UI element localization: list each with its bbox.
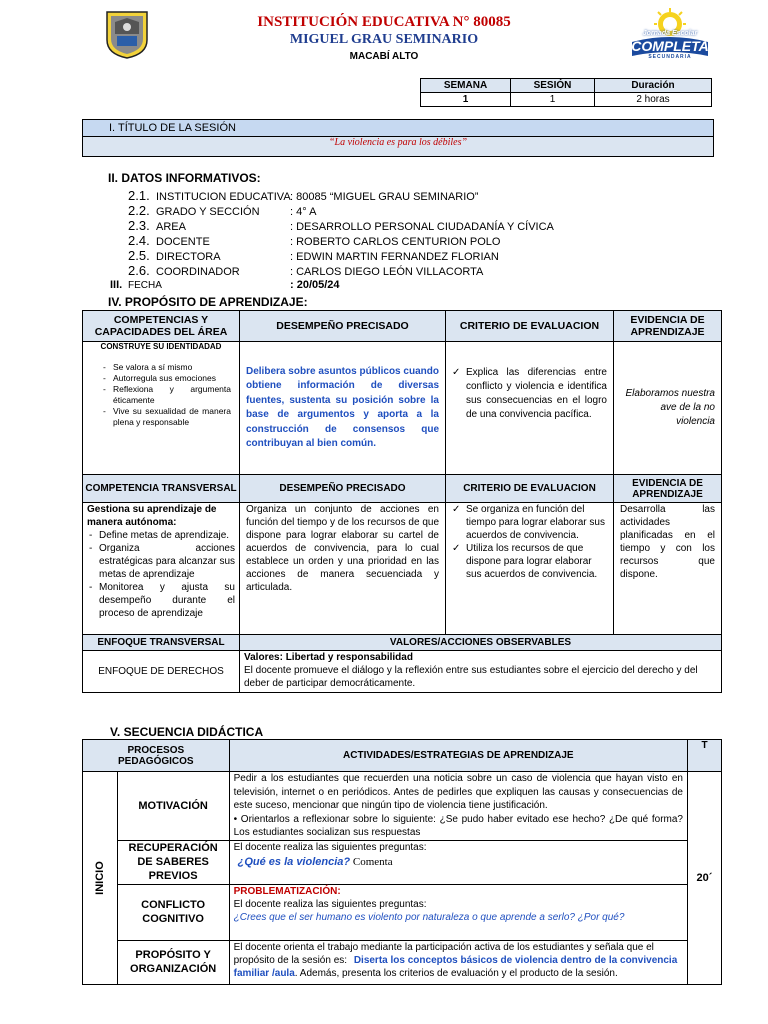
logo-jornada-text: Jornada Escolar [642,30,698,37]
recuperacion-question-line [234,855,683,870]
enfoque-name: ENFOQUE DE DERECHOS [83,651,240,693]
enfoque-cell [240,651,722,693]
logo-completa-text: COMPLETA [631,38,709,54]
motivacion-text: Pedir a los estudiantes que recuerden una noticia sobre un caso de violencia que hayan visto en televisión, internet o en periódicos. Antes de pedirles que expliquen las causas y consecuencias de este suceso, mencionar que ningún tipo de violencia tiene justificación. [233,773,683,811]
conflicto-text: El docente realiza las siguientes preguntas: [233,898,427,910]
actividad-motivacion [229,772,687,841]
value-semana: 1 [421,93,511,107]
phase-label: INICIO [93,860,106,895]
header-semana: SEMANA [421,79,511,93]
actividad-proposito [229,940,687,984]
session-title: “La violencia es para los débiles” [83,137,714,157]
conflicto-heading: PROBLEMATIZACIÓN: [233,885,341,897]
transversal-criterio-list [452,503,607,581]
proceso-conflicto: CONFLICTO COGNITIVO [117,884,229,940]
capacidades-list [87,362,235,428]
transversal-evidencia: Desarrolla las actividades planificadas en el tiempo y con los recursos que dispone. [614,503,722,635]
criterio-cell [446,342,614,475]
info-num: 2.2. [128,203,150,218]
info-num: 2.4. [128,233,150,248]
info-value: : 80085 “MIGUEL GRAU SEMINARIO” [290,191,479,203]
time-value: 20´ [688,772,722,985]
recuperacion-suffix: Comenta [350,855,393,868]
info-value: : EDWIN MARTIN FERNANDEZ FLORIAN [290,251,499,263]
capacidad-item: - Reflexiona y argumenta éticamente [101,384,231,406]
institution-line: INSTITUCIÓN EDUCATIVA N° 80085 [257,14,511,30]
transversal-criterio-item: ✓ Utiliza los recursos de que dispone para lograr elaborar sus acuerdos de convivencia. [452,542,607,581]
actividad-conflicto [229,884,687,940]
recuperacion-text: El docente realiza las siguientes preguntas: [233,841,427,853]
criterio-item: ✓ Explica las diferencias entre conflicto y violencia e identifica sus consecuencias en el logro de una convivencia pacífica. [452,366,607,422]
info-row [128,188,478,203]
fecha-num: III. [110,279,123,291]
transversal-desempeno: Organiza un conjunto de acciones en función del tiempo y de los recursos de que dispone para lograr elaborar su cartel de acuerdos de convivencia, para lo cual establece un orden y una prioridad en las acciones de manera secuenciada y articulada. [240,503,446,635]
info-row [128,263,483,278]
col-time: T [688,740,722,772]
section1-title: I. TÍTULO DE LA SESIÓN [83,120,714,137]
school-name: MIGUEL GRAU SEMINARIO [289,32,479,47]
info-row [128,218,554,233]
info-value: : CARLOS DIEGO LEÓN VILLACORTA [290,266,484,278]
motivacion-text-2: • Orientarlos a reflexionar sobre lo siguiente: ¿Se pudo haber evitado ese hecho? ¿De qué forma? Los estudiantes socializan sus respuestas [233,813,683,838]
section5-title: V. SECUENCIA DIDÁCTICA [110,725,264,739]
info-label: GRADO Y SECCIÓN [156,206,260,218]
proceso-motivacion: MOTIVACIÓN [117,772,229,841]
fecha-row [110,279,340,291]
info-num: 2.3. [128,218,150,233]
info-value: : 4° A [290,206,317,218]
info-label: AREA [156,221,186,233]
col-evidencia: EVIDENCIA DE APRENDIZAJE [614,311,722,342]
value-duracion: 2 horas [595,93,712,107]
info-label: DOCENTE [156,236,210,248]
jornada-completa-logo [624,8,716,64]
desempeno-text: Delibera sobre asuntos públicos cuando obtiene información de diversas fuentes, sustenta su posición sobre la base de argumentos y aporta a la construcción de consensos que contribuyan al bien común. [240,342,446,475]
info-num: 2.5. [128,248,150,263]
col-transversal: COMPETENCIA TRANSVERSAL [83,475,240,503]
col-evidencia-transversal: EVIDENCIA DE APRENDIZAJE [614,475,722,503]
transversal-item: - Define metas de aprendizaje. [87,529,235,542]
header-sesion: SESIÓN [511,79,595,93]
capacidad-item: - Se valora a sí mismo [101,362,231,373]
fecha-value: : 20/05/24 [290,279,340,291]
col-competencias: COMPETENCIAS Y CAPACIDADES DEL ÁREA [83,311,240,342]
transversal-criterio-item: ✓ Se organiza en función del tiempo para lograr elaborar sus acuerdos de convivencia. [452,503,607,542]
proceso-recuperacion: RECUPERACIÓN DE SABERES PREVIOS [117,840,229,884]
proposito-text-2: . Además, presenta los criterios de evaluación y el producto de la sesión. [294,967,618,979]
session-info-table [420,78,712,107]
transversal-cell [83,503,240,635]
info-row [128,233,500,248]
school-location: MACABÍ ALTO [349,51,419,62]
logo-secundaria-text: SECUNDARIA [648,54,692,60]
learning-purpose-table [82,310,722,693]
info-label: DIRECTORA [156,251,221,263]
info-label: INSTITUCION EDUCATIVA [156,191,291,203]
criterio-list [452,366,607,422]
phase-cell [83,772,118,985]
competencia-title: CONSTRUYE SU IDENTIDADAD [100,342,222,351]
info-row [128,203,316,218]
conflicto-question: ¿Crees que el ser humano es violento por naturaleza o que aprende a serlo? ¿Por qué? [233,911,625,923]
info-label: COORDINADOR [156,266,240,278]
capacidad-item: - Vive su sexualidad de manera plena y responsable [101,406,231,428]
header-duracion: Duración [595,79,712,93]
proposito-highlight: Diserta los conceptos básicos de violencia dentro de la convivencia familiar /aula [233,954,678,979]
col-procesos: PROCESOS PEDAGÓGICOS [83,740,230,772]
info-row [128,248,499,263]
proceso-proposito: PROPÓSITO Y ORGANIZACIÓN [117,940,229,984]
col-desempeno: DESEMPEÑO PRECISADO [240,311,446,342]
enfoque-valores: Valores: Libertad y responsabilidad [244,652,413,663]
session-title-table [82,119,714,157]
info-num: 2.1. [128,188,150,203]
info-value: : ROBERTO CARLOS CENTURION POLO [290,236,501,248]
section2-title: II. DATOS INFORMATIVOS: [108,171,261,185]
transversal-item: - Monitorea y ajusta su desempeño durante el proceso de aprendizaje [87,581,235,620]
capacidad-item: - Autorregula sus emociones [101,373,231,384]
col-desempeno-transversal: DESEMPEÑO PRECISADO [240,475,446,503]
col-criterio: CRITERIO DE EVALUACION [446,311,614,342]
transversal-item: - Organiza acciones estratégicas para alcanzar sus metas de aprendizaje [87,542,235,581]
transversal-list [87,529,235,620]
col-enfoque: ENFOQUE TRANSVERSAL [83,635,240,651]
actividad-recuperacion [229,840,687,884]
info-num: 2.6. [128,263,150,278]
value-sesion: 1 [511,93,595,107]
col-criterio-transversal: CRITERIO DE EVALUACION [446,475,614,503]
enfoque-desc: El docente promueve el diálogo y la reflexión entre sus estudiantes sobre el ejercicio del derecho y del deber de participar democráticamente. [244,665,698,689]
transversal-criterio-cell [446,503,614,635]
info-value: : DESARROLLO PERSONAL CIUDADANÍA Y CÍVICA [290,221,554,233]
transversal-title: Gestiona su aprendizaje de manera autónoma: [87,504,217,528]
recuperacion-question: ¿Qué es la violencia? [237,855,351,868]
fecha-label: FECHA [128,280,162,291]
section4-title: IV. PROPÓSITO DE APRENDIZAJE: [108,295,308,309]
competencia-cell [83,342,240,475]
didactic-sequence-table [82,739,722,985]
col-actividades: ACTIVIDADES/ESTRATEGIAS DE APRENDIZAJE [229,740,687,772]
col-valores: VALORES/ACCIONES OBSERVABLES [240,635,722,651]
evidencia-text: Elaboramos nuestra ave de la no violencia [614,342,722,475]
proposito-text: El docente orienta el trabajo mediante la participación activa de los estudiantes y señala que el propósito de la sesión es: [233,941,654,966]
